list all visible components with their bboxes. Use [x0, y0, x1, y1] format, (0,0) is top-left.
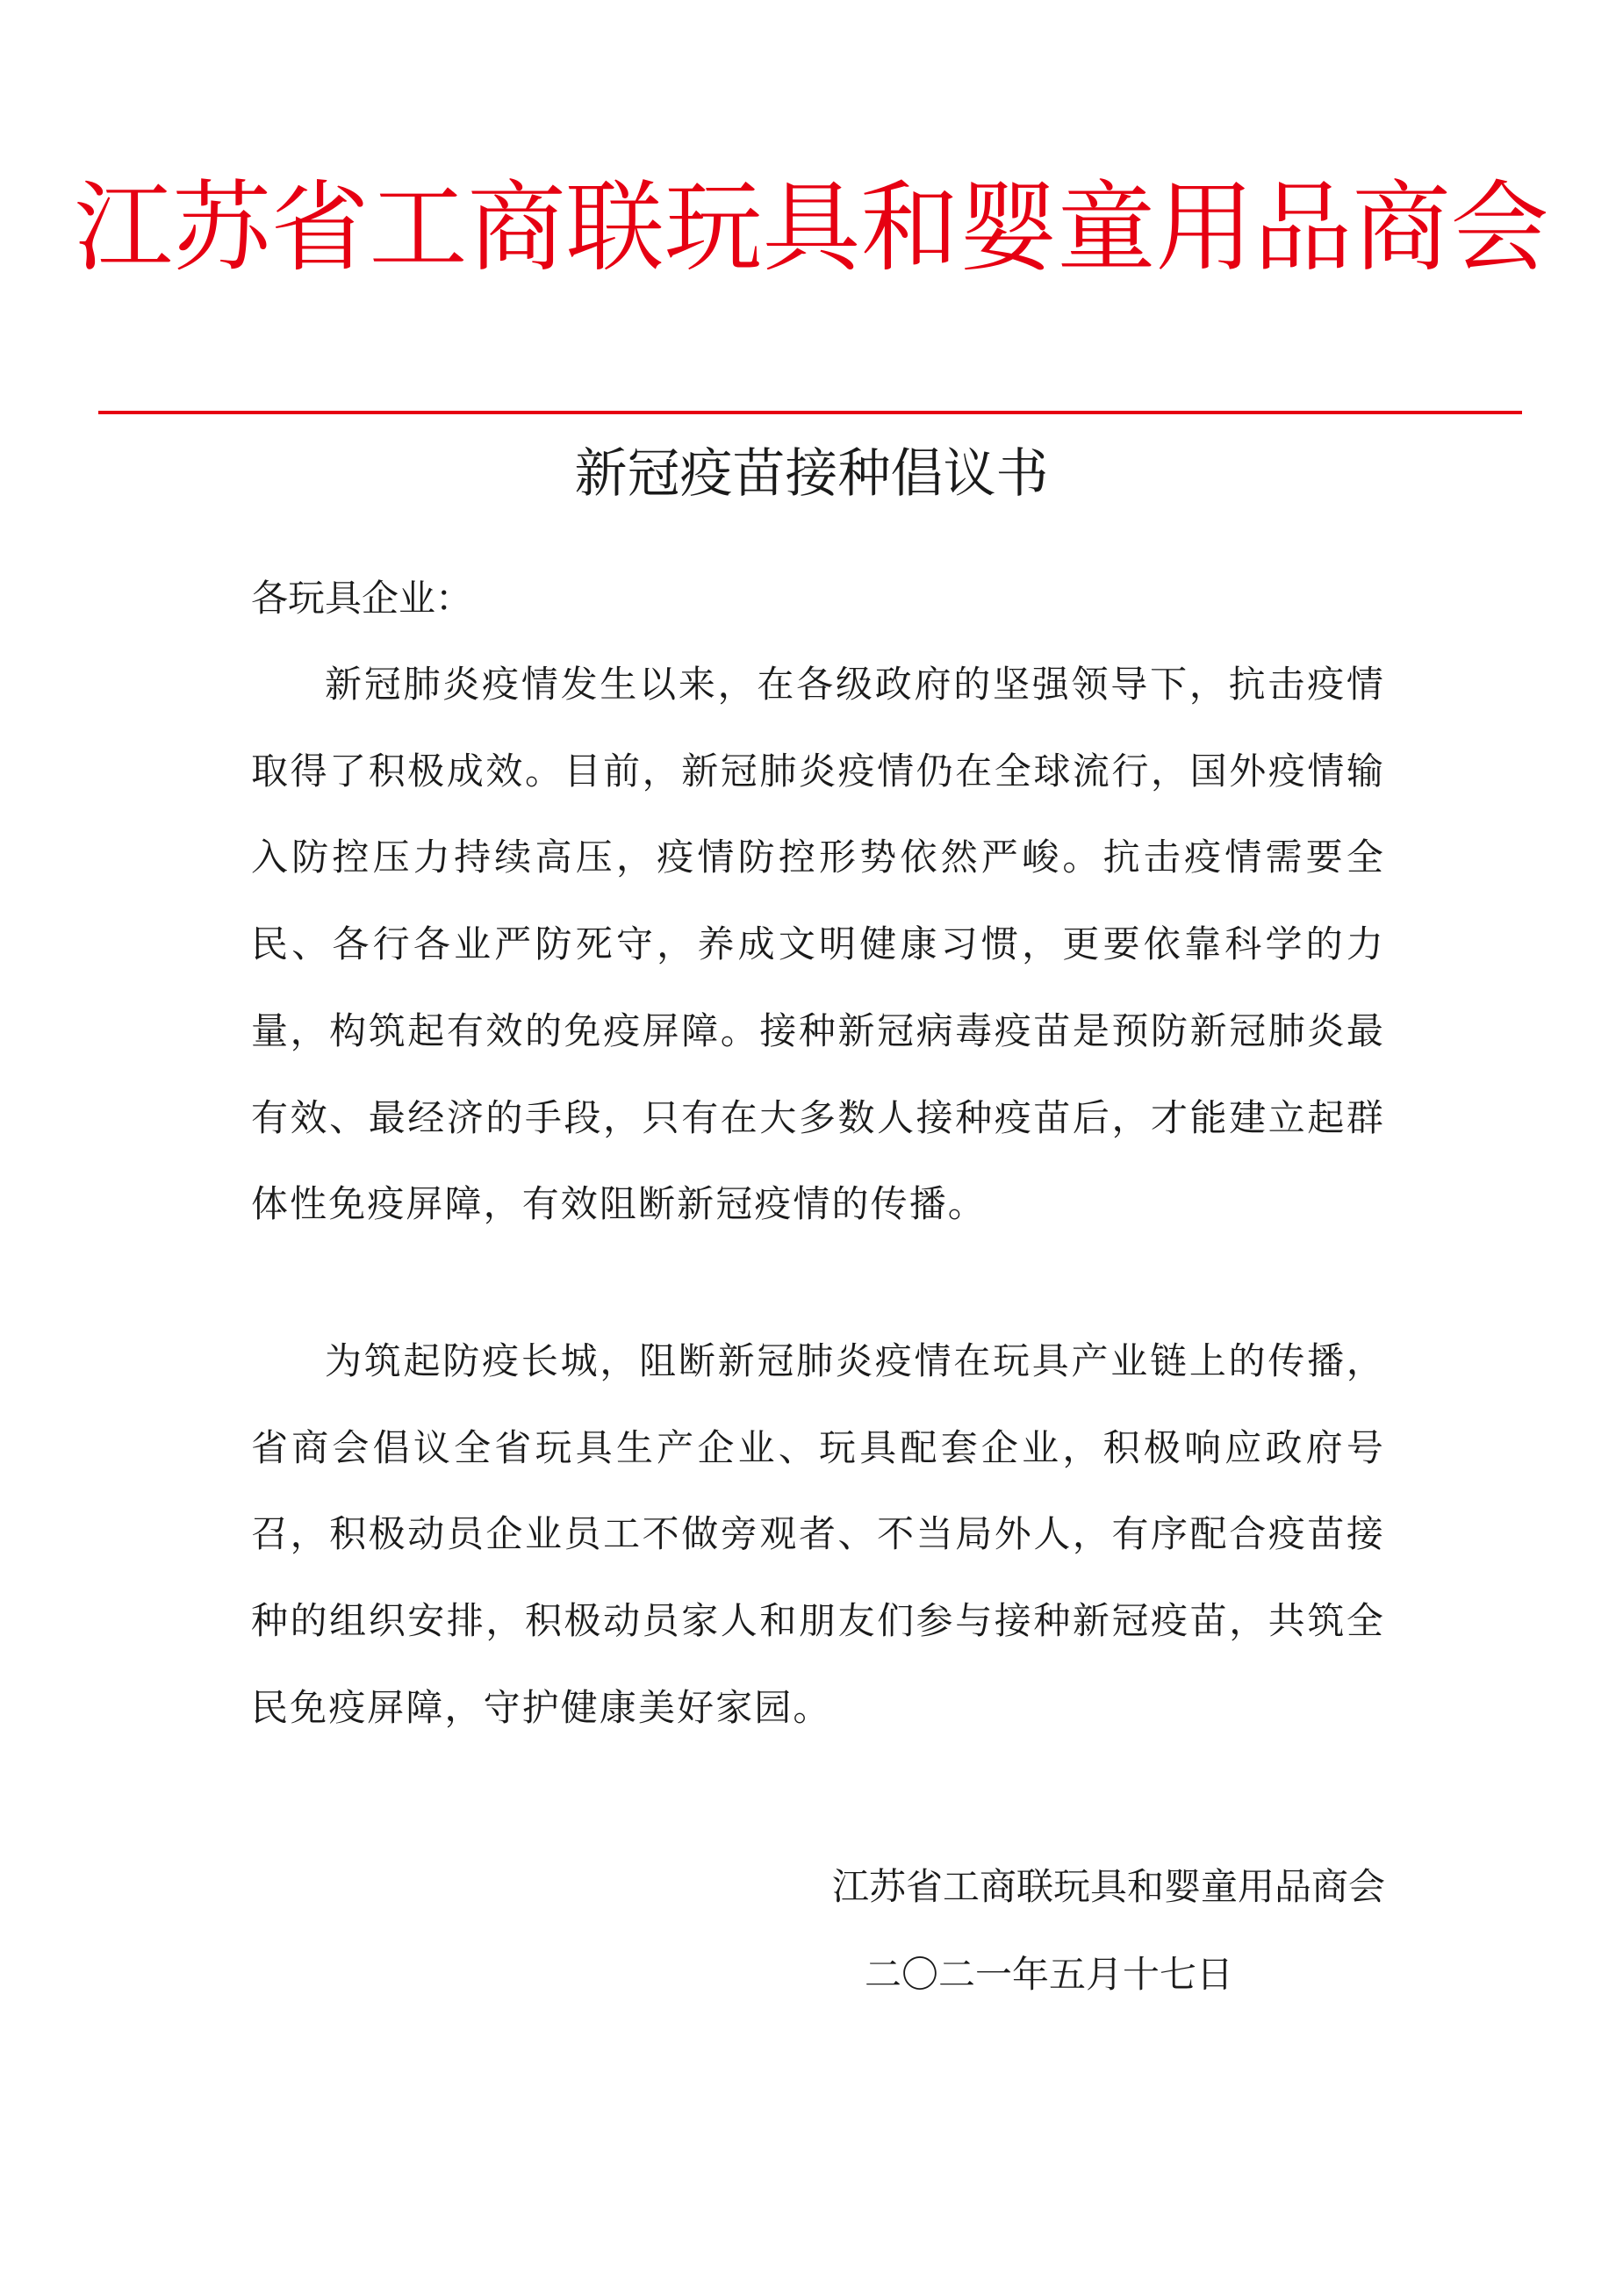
signoff-organization: 江苏省工商联玩具和婴童用品商会	[831, 1865, 1385, 1908]
letterhead-organization-name: 江苏省工商联玩具和婴童用品商会	[74, 171, 1549, 285]
body-paragraph-2: 为筑起防疫长城，阻断新冠肺炎疫情在玩具产业链上的传播，省商会倡议全省玩具生产企业、玩具配套企业，积极响应政府号召，积极动员企业员工不做旁观者、不当局外人，有序配合疫苗接种的组织安排，积极动员家人和朋友们参与接种新冠疫苗，共筑全民免疫屏障，守护健康美好家园。	[251, 1339, 1385, 1729]
document-title: 新冠疫苗接种倡议书	[574, 443, 1049, 505]
salutation: 各玩具企业：	[251, 577, 473, 620]
letterhead-divider	[98, 411, 1522, 414]
signoff-date: 二〇二一年五月十七日	[865, 1953, 1234, 1996]
body-paragraph-1: 新冠肺炎疫情发生以来，在各级政府的坚强领导下，抗击疫情取得了积极成效。目前，新冠肺炎疫情仍在全球流行，国外疫情输入防控压力持续高压，疫情防控形势依然严峻。抗击疫情需要全民、各行各业严防死守，养成文明健康习惯，更要依靠科学的力量，构筑起有效的免疫屏障。接种新冠病毒疫苗是预防新冠肺炎最有效、最经济的手段，只有在大多数人接种疫苗后，才能建立起群体性免疫屏障，有效阻断新冠疫情的传播。	[251, 663, 1385, 1226]
